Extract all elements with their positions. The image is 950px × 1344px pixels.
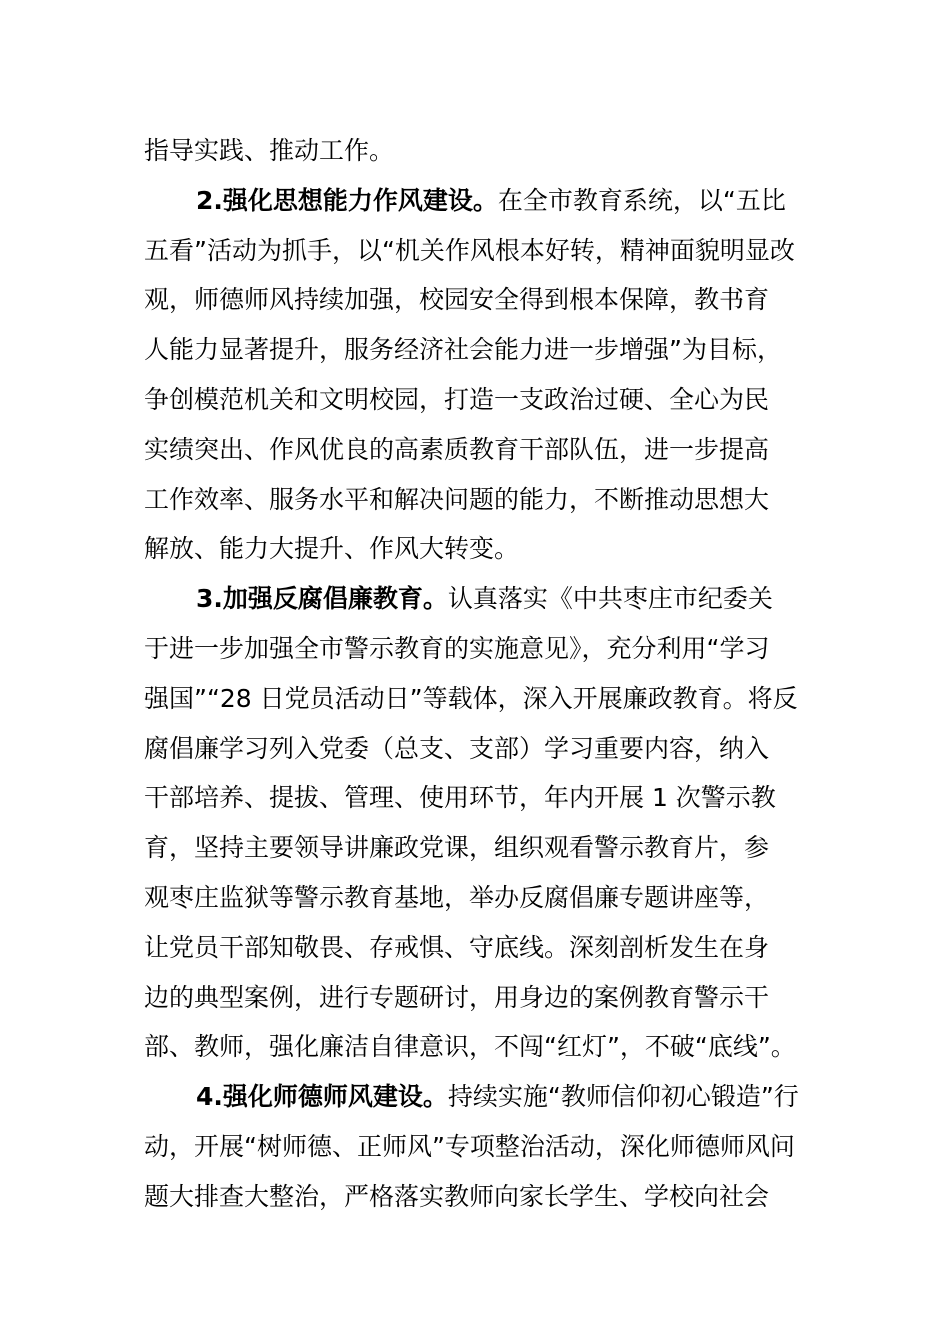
line-text: 争创模范机关和文明校园，打造一支政治过硬、全心为民 bbox=[144, 384, 770, 414]
paragraph-first-line bbox=[144, 1072, 806, 1122]
line-text: 腐倡廉学习列入党委（总支、支部）学习重要内容，纳入 bbox=[144, 733, 770, 763]
text-line bbox=[144, 1122, 806, 1172]
text-line bbox=[144, 226, 806, 276]
text-line bbox=[144, 624, 806, 674]
line-text: 题大排查大整治，严格落实教师向家长学生、学校向社会 bbox=[144, 1181, 770, 1211]
line-text: 实绩突出、作风优良的高素质教育干部队伍，进一步提高 bbox=[144, 434, 770, 464]
line-text: 工作效率、服务水平和解决问题的能力，不断推动思想大 bbox=[144, 484, 770, 514]
text-line bbox=[144, 375, 806, 425]
line-text: 人能力显著提升，服务经济社会能力进一步增强”为目标， bbox=[144, 335, 782, 365]
text-line bbox=[144, 475, 806, 525]
text-line bbox=[144, 923, 806, 973]
line-text: 边的典型案例，进行专题研讨，用身边的案例教育警示干 bbox=[144, 982, 770, 1012]
text-line bbox=[144, 425, 806, 475]
section-heading: 2.强化思想能力作风建设。 bbox=[196, 185, 498, 215]
line-text: 于进一步加强全市警示教育的实施意见》，充分利用“学习 bbox=[144, 633, 770, 663]
paragraph-first-line bbox=[144, 176, 806, 226]
line-text: 五看”活动为抓手，以“机关作风根本好转，精神面貌明显改 bbox=[144, 235, 795, 265]
line-text: 观，师德师风持续加强，校园安全得到根本保障，教书育 bbox=[144, 285, 770, 315]
text-line bbox=[144, 275, 806, 325]
line-text: 让党员干部知敬畏、存戒惧、守底线。深刻剖析发生在身 bbox=[144, 932, 770, 962]
line-text: 观枣庄监狱等警示教育基地，举办反腐倡廉专题讲座等， bbox=[144, 882, 770, 912]
section-heading: 4.强化师德师风建设。 bbox=[196, 1082, 448, 1112]
line-text: 干部培养、提拔、管理、使用环节，年内开展 1 次警示教 bbox=[144, 783, 776, 813]
text-line bbox=[144, 724, 806, 774]
line-text: 育，坚持主要领导讲廉政党课，组织观看警示教育片，参 bbox=[144, 833, 770, 863]
document-body bbox=[144, 126, 806, 1222]
line-text: 在全市教育系统，以“五比 bbox=[497, 185, 786, 215]
line-text: 持续实施“教师信仰初心锻造”行 bbox=[447, 1082, 799, 1112]
line-text: 动，开展“树师德、正师风”专项整治活动，深化师德师风问 bbox=[144, 1131, 795, 1161]
section-heading: 3.加强反腐倡廉教育。 bbox=[196, 584, 448, 614]
text-line bbox=[144, 1022, 806, 1072]
text-line bbox=[144, 823, 806, 873]
text-line bbox=[144, 325, 806, 375]
line-text: 指导实践、推动工作。 bbox=[144, 136, 395, 165]
line-text: 强国”“28 日党员活动日”等载体，深入开展廉政教育。将反 bbox=[144, 683, 798, 713]
paragraph-first-line bbox=[144, 574, 806, 624]
line-text: 部、教师，强化廉洁自律意识，不闯“红灯”，不破“底线”。 bbox=[144, 1032, 796, 1062]
text-line bbox=[144, 873, 806, 923]
text-line bbox=[144, 674, 806, 724]
text-line bbox=[144, 126, 806, 176]
line-text: 解放、能力大提升、作风大转变。 bbox=[144, 534, 520, 564]
text-line bbox=[144, 973, 806, 1023]
text-line bbox=[144, 524, 806, 574]
text-line bbox=[144, 773, 806, 823]
line-text: 认真落实《中共枣庄市纪委关 bbox=[447, 584, 773, 614]
text-line bbox=[144, 1172, 806, 1222]
